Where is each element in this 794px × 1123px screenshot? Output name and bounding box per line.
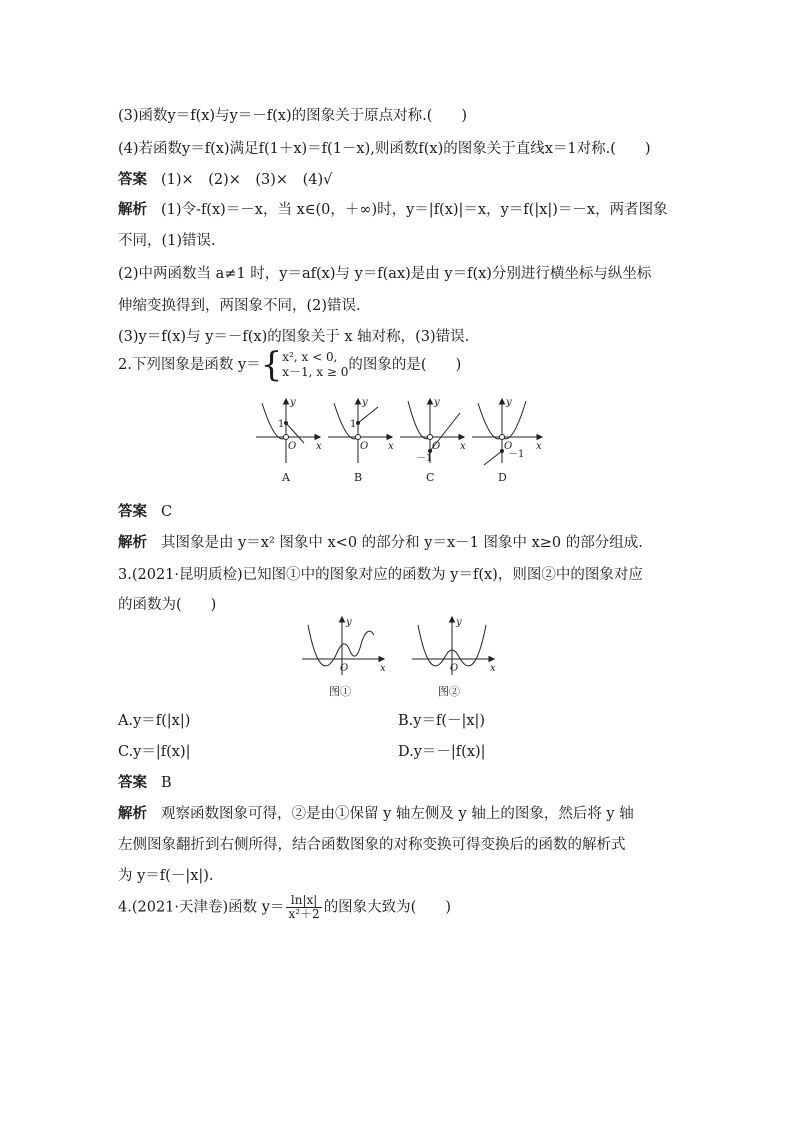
fraction-denominator: x²＋2: [288, 907, 320, 921]
answer-value: C: [161, 504, 173, 520]
solution-3-line-3: 为 y＝f(－|x|).: [118, 868, 214, 884]
tick-label: －1: [416, 453, 433, 464]
answer-3: [118, 771, 172, 792]
solution-text: 其图象是由 y＝x² 图象中 x<0 的部分和 y＝x－1 图象中 x≥0 的部分组成.: [161, 535, 643, 551]
case-1: x², x < 0,: [282, 350, 338, 364]
solution-label: 解析: [118, 805, 147, 822]
graph-b: [328, 399, 392, 463]
question-4-suffix: 的图象大致为( ): [323, 899, 452, 916]
option-a: A.y＝f(|x|): [118, 713, 191, 729]
case-2: x－1, x ≥ 0: [282, 365, 349, 379]
x-label: x: [388, 441, 394, 452]
y-axis-arrow: [284, 399, 289, 404]
answer-1: [118, 168, 332, 189]
fraction: [286, 894, 321, 921]
solution-1-line-5: (3)y＝f(x)与 y＝－f(x)的图象关于 x 轴对称，(3)错误.: [118, 329, 470, 345]
question-3-figures: [300, 615, 500, 677]
origin-label: O: [432, 441, 441, 452]
x-axis-arrow: [315, 435, 320, 440]
brace-symbol: {: [260, 345, 283, 385]
solution-1-line-3: (2)中两函数当 a≠1 时，y＝af(x)与 y＝f(ax)是由 y＝f(x)分别进行横坐标与纵坐标: [118, 266, 652, 282]
question-2: [118, 345, 462, 385]
y-label: y: [290, 397, 296, 408]
origin-label: O: [450, 663, 459, 674]
fraction-numerator: ln|x|: [286, 894, 321, 908]
answer-value: B: [161, 775, 172, 791]
graph-d: [472, 399, 542, 465]
origin-label: O: [360, 441, 369, 452]
answer-2: [118, 500, 172, 521]
solution-3-line-1: [118, 802, 634, 823]
open-point: [428, 435, 433, 440]
x-label: x: [380, 663, 386, 674]
piecewise-function: [260, 345, 349, 385]
figure-1-caption: 图①: [329, 686, 351, 698]
x-label: x: [536, 441, 542, 452]
question-4-statement: (4)若函数y＝f(x)满足f(1＋x)＝f(1－x),则函数f(x)的图象关于直线x＝1对称.( ): [118, 141, 651, 157]
closed-point: [356, 421, 360, 425]
option-d: D.y＝－|f(x)|: [398, 744, 486, 760]
x-label: x: [316, 441, 322, 452]
graph-label-d: D: [498, 471, 507, 484]
graph-label-a: A: [282, 471, 290, 484]
solution-1-line-2: 不同，(1)错误.: [118, 233, 216, 249]
answer-label: 答案: [118, 774, 147, 791]
y-label: y: [506, 397, 512, 408]
solution-1-line-4: 伸缩变换得到，两图象不同，(2)错误.: [118, 298, 361, 314]
solution-3-line-2: 左侧图象翻折到右侧所得，结合函数图象的对称变换可得变换后的函数的解析式: [118, 837, 626, 853]
closed-point: [284, 421, 288, 425]
figure-2-caption: 图②: [438, 686, 460, 698]
solution-text: 观察函数图象可得，②是由①保留 y 轴左侧及 y 轴上的图象，然后将 y 轴: [161, 806, 634, 822]
solution-2: [118, 531, 643, 552]
question-3-statement: (3)函数y＝f(x)与y＝－f(x)的图象关于原点对称.( ): [118, 108, 468, 124]
graph-label-c: C: [426, 471, 435, 484]
open-point: [500, 435, 505, 440]
graph-a: [256, 399, 320, 463]
line-right: [286, 423, 304, 443]
question-3-line-1: 3.(2021·昆明质检)已知图①中的图象对应的函数为 y＝f(x)，则图②中的图象对应: [118, 567, 643, 583]
solution-label: 解析: [118, 534, 147, 551]
open-point: [356, 435, 361, 440]
y-label: y: [362, 397, 368, 408]
tick-label: 1: [278, 419, 285, 430]
question-2-suffix: 的图象的是( ): [348, 357, 462, 373]
tick-label: －1: [508, 449, 525, 460]
solution-label: 解析: [118, 201, 147, 218]
open-point: [284, 435, 289, 440]
question-4-prefix: 4.(2021·天津卷)函数 y＝: [118, 899, 285, 916]
question-3-line-2: 的函数为( ): [118, 597, 217, 613]
question-2-prefix: 2.下列图象是函数 y＝: [118, 357, 261, 373]
origin-label: O: [504, 441, 513, 452]
origin-label: O: [288, 441, 297, 452]
option-b: B.y＝f(－|x|): [398, 713, 486, 729]
answer-label: 答案: [118, 171, 147, 188]
y-label: y: [346, 617, 352, 628]
x-label: x: [490, 663, 496, 674]
x-label: x: [460, 441, 466, 452]
solution-text: (1)令-f(x)＝－x，当 x∈(0，＋∞)时，y＝|f(x)|＝x，y＝f(|x|)＝－x，两者图象: [161, 202, 668, 218]
y-label: y: [456, 617, 462, 628]
question-4: [118, 894, 451, 921]
answer-label: 答案: [118, 503, 147, 520]
origin-label: O: [340, 663, 349, 674]
graph-label-b: B: [354, 471, 363, 484]
answer-value: (1)× (2)× (3)× (4)√: [161, 172, 333, 188]
solution-1-line-1: [118, 198, 668, 219]
tick-label: 1: [350, 419, 357, 430]
y-label: y: [434, 397, 440, 408]
option-c: C.y＝|f(x)|: [118, 744, 191, 760]
question-2-graphs: [250, 395, 550, 487]
